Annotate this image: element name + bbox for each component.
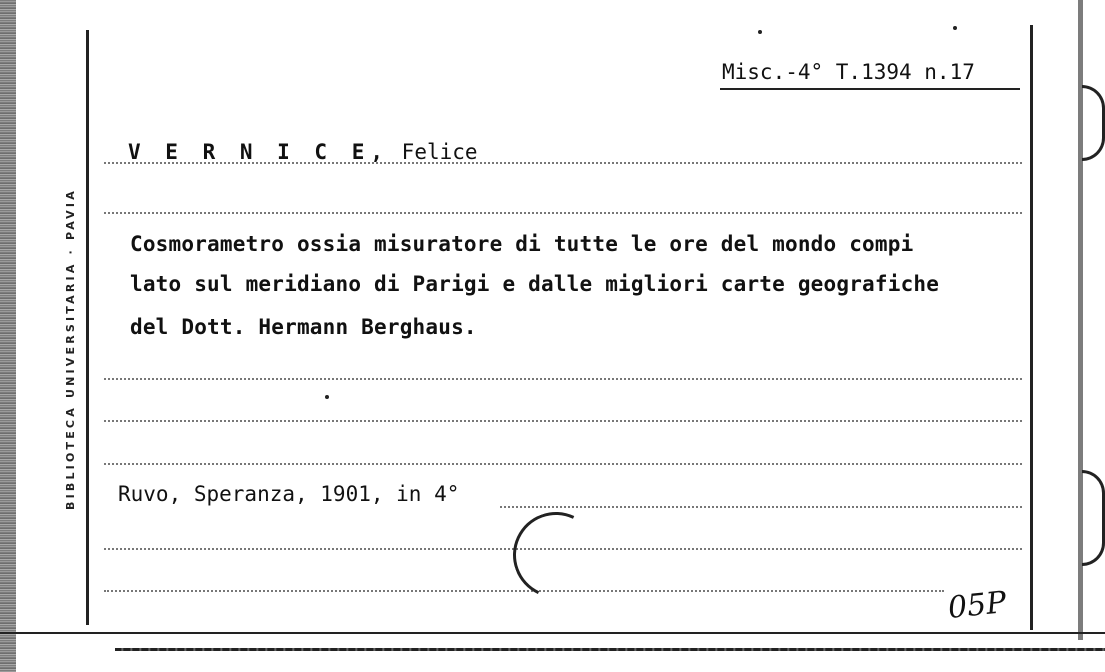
dotted-rule bbox=[104, 212, 1022, 214]
card-bottom-edge bbox=[0, 632, 1105, 634]
shelfmark-underline bbox=[720, 88, 1020, 90]
author-surname: V E R N I C E, bbox=[128, 140, 390, 164]
left-margin-rule bbox=[86, 30, 89, 625]
ink-speck bbox=[758, 30, 762, 34]
right-margin-rule bbox=[1030, 25, 1033, 630]
dotted-rule bbox=[500, 506, 1022, 508]
dotted-rule bbox=[104, 420, 1022, 422]
partial-stamp-mark bbox=[501, 500, 611, 610]
author-given-name: Felice bbox=[401, 140, 478, 164]
ink-speck bbox=[953, 26, 957, 30]
scan-left-edge bbox=[0, 0, 16, 672]
ink-speck bbox=[325, 395, 329, 399]
card-notch-top bbox=[1082, 85, 1105, 161]
author-heading bbox=[128, 140, 478, 164]
dotted-rule bbox=[104, 463, 1022, 465]
card-notch-bottom bbox=[1082, 470, 1105, 566]
handwritten-note: 05P bbox=[946, 585, 1009, 626]
title-line: del Dott. Hermann Berghaus. bbox=[130, 315, 477, 339]
scan-bottom-edge bbox=[115, 648, 1105, 651]
imprint: Ruvo, Speranza, 1901, in 4° bbox=[118, 482, 460, 506]
institution-stamp: BIBLIOTECA UNIVERSITARIA · PAVIA bbox=[64, 188, 77, 510]
title-line: lato sul meridiano di Parigi e dalle migliori carte geografiche bbox=[130, 272, 940, 296]
dotted-rule bbox=[104, 378, 1022, 380]
dotted-rule bbox=[104, 590, 944, 592]
shelfmark: Misc.-4° T.1394 n.17 bbox=[722, 60, 975, 84]
title-line: Cosmorametro ossia misuratore di tutte le ore del mondo compi bbox=[130, 232, 914, 256]
